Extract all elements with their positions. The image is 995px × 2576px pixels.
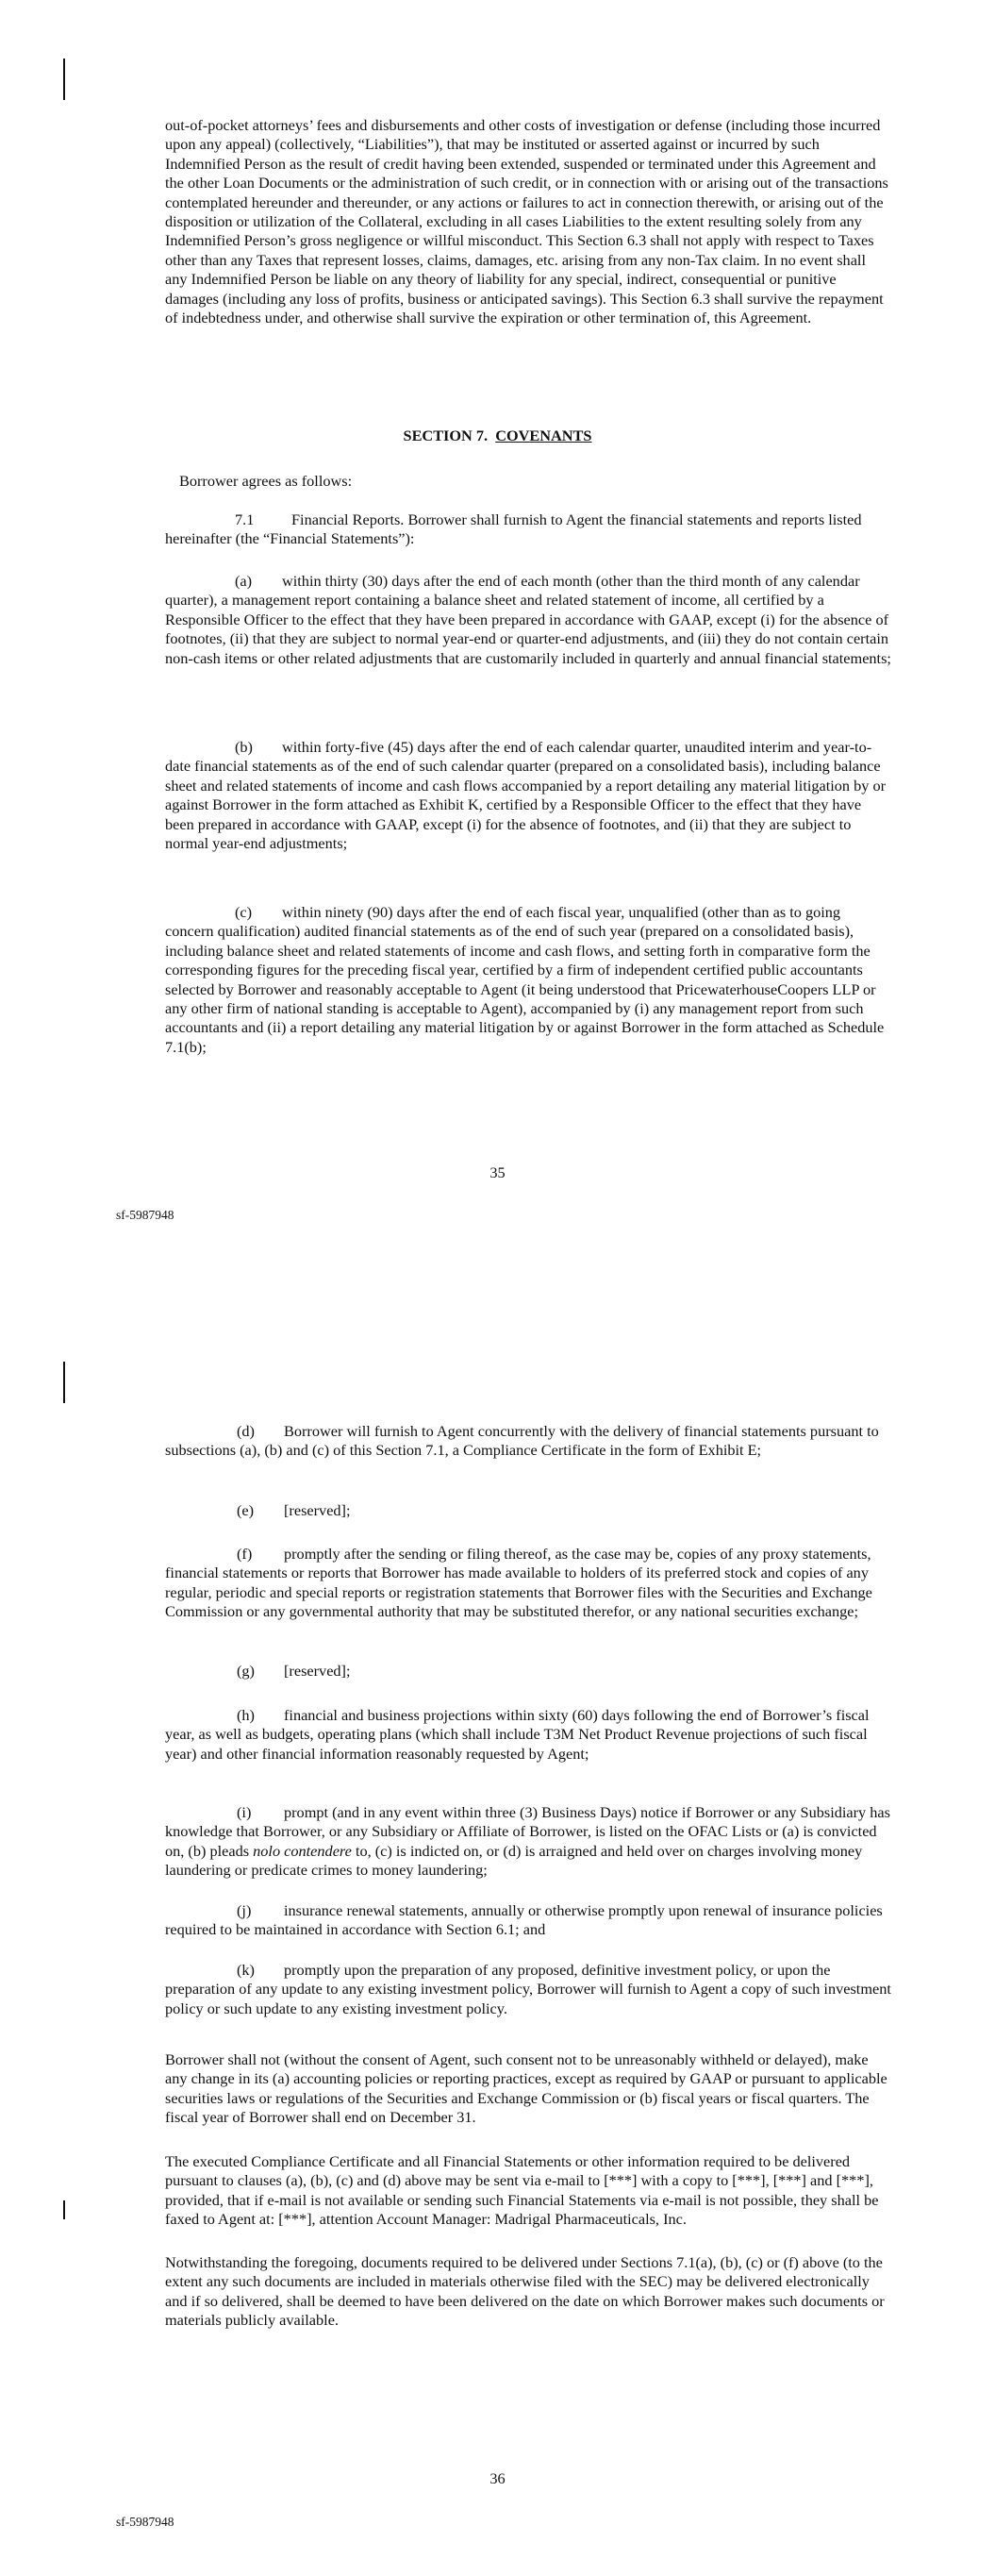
item-label: (b): [235, 738, 253, 756]
list-item-b: [165, 738, 891, 853]
page-number: 36: [489, 2469, 506, 2487]
item-label: (f): [237, 1545, 253, 1563]
item-text: promptly upon the preparation of any proposed, definitive investment policy, or upon the preparation of any update to any existing investment policy, Borrower will furnish to Agent a copy of such investment policy or such update to any existing investment policy.: [165, 1961, 891, 2017]
list-item-d: [165, 1422, 891, 1461]
list-item-e: [165, 1501, 891, 1520]
section-heading-title: COVENANTS: [495, 427, 592, 444]
subsection-7-1-number: 7.1: [235, 510, 255, 528]
section-heading-number: SECTION 7.: [403, 427, 489, 444]
item-text: within forty-five (45) days after the end of each calendar quarter, unaudited interim and year-to-date financial statements as of the end of such calendar quarter (prepared on a consolidated basis), including balance sheet and related statements of income and cash flows accompanied by a report detailing any material litigation by or against Borrower in the form attached as Exhibit K, certified by a Responsible Officer to the effect that they have been prepared in accordance with GAAP, except (i) for the absence of footnotes, and (ii) that they are subject to normal year-end adjustments;: [165, 738, 887, 853]
page-36: [0, 1288, 995, 2576]
revision-bar: [63, 2200, 65, 2219]
item-text: within thirty (30) days after the end of each month (other than the third month of any calendar quarter), a management report containing a balance sheet and related statement of income, all certified by a Responsible Officer to the effect that they have been prepared in accordance with GAAP, except (i) for the absence of footnotes, (ii) that they are subject to normal year-end or quarter-end adjustments, and (iii) they do not contain certain non-cash items or other related adjustments that are customarily included in quarterly and annual financial statements;: [165, 572, 891, 667]
subsection-7-1: [165, 510, 891, 549]
item-text: financial and business projections within sixty (60) days following the end of Borrower’s fiscal year, as well as budgets, operating plans (which shall include T3M Net Product Revenue projections of such fiscal year) and other financial information reasonably requested by Agent;: [165, 1706, 870, 1763]
footer-doc-id: sf-5987948: [116, 1208, 174, 1222]
item-label: (e): [237, 1501, 255, 1519]
item-label: (j): [237, 1901, 252, 1919]
opening-paragraph: out-of-pocket attorneys’ fees and disbursements and other costs of investigation or defense (including those incurred upon any appeal) (collectively, “Liabilities”), that may be instituted or asserted against or incurred by such Indemnified Person as the result of credit having been extended, suspended or terminated under this Agreement and the other Loan Documents or the administration of such credit, or in connection with or arising out of the transactions contemplated hereunder and thereunder, or any actions or failures to act in connection therewith, or arising out of the disposition or utilization of the Collateral, excluding in all cases Liabilities to the extent resulting solely from any Indemnified Person’s gross negligence or willful misconduct. This Section 6.3 shall not apply with respect to Taxes other than any Taxes that represent losses, claims, damages, etc. arising from any non-Tax claim. In no event shall any Indemnified Person be liable on any theory of liability for any special, indirect, consequential or punitive damages (including any loss of profits, business or anticipated savings). This Section 6.3 shall survive the repayment of indebtedness under, and otherwise shall survive the expiration or other termination of, this Agreement.: [165, 116, 888, 327]
list-item-j: [165, 1901, 891, 1940]
list-item-g: [165, 1662, 891, 1681]
item-label: (c): [235, 903, 253, 921]
revision-bar: [63, 1362, 65, 1403]
section-heading: [0, 427, 995, 445]
item-text-end: to, (c) is indicted on, or (d) is arraigned and held over on charges involving money laundering or predicate crimes to money laundering;: [165, 1841, 863, 1880]
revision-bar: [63, 59, 65, 100]
paragraph-no-change: Borrower shall not (without the consent of Agent, such consent not to be unreasonably withheld or delayed), make any change in its (a) accounting policies or reporting practices, except as required by GAAP or pursuant to applicable securities laws or regulations of the Securities and Exchange Commission or (b) fiscal years or fiscal quarters. The fiscal year of Borrower shall end on December 31.: [165, 2050, 887, 2127]
item-text: Borrower will furnish to Agent concurrently with the delivery of financial statements pursuant to subsections (a), (b) and (c) of this Section 7.1, a Compliance Certificate in the form of Exhibit E;: [165, 1422, 879, 1460]
item-text-italic: nolo contendere: [253, 1841, 352, 1860]
item-label: (k): [237, 1961, 255, 1979]
paragraph-notwithstanding: Notwithstanding the foregoing, documents required to be delivered under Sections 7.1(a), (b), (c) or (f) above (to the extent any such documents are included in materials otherwise filed with the SEC) may be delivered electronically and if so delivered, shall be deemed to have been delivered on the date on which Borrower makes such documents or materials publicly available.: [165, 2253, 885, 2330]
item-text: [reserved];: [284, 1501, 351, 1519]
list-item-k: [165, 1961, 891, 2018]
item-text: [reserved];: [284, 1662, 351, 1680]
agrees-text: Borrower agrees as follows:: [179, 472, 353, 490]
list-item-h: [165, 1706, 891, 1764]
item-label: (h): [237, 1706, 255, 1724]
item-label: (d): [237, 1422, 255, 1440]
list-item-f: [165, 1545, 891, 1622]
item-text: insurance renewal statements, annually or otherwise promptly upon renewal of insurance policies required to be maintained in accordance with Section 6.1; and: [165, 1901, 883, 1939]
list-item-i: [165, 1803, 891, 1881]
item-label: (a): [235, 572, 253, 590]
subsection-7-1-text: Financial Reports. Borrower shall furnish to Agent the financial statements and reports listed hereinafter (the “Financial Statements”):: [165, 510, 862, 548]
item-text: within ninety (90) days after the end of each fiscal year, unqualified (other than as to going concern qualification) audited financial statements as of the end of such year (prepared on a consolidated basis), including balance sheet and related statements of income and cash flows, and setting forth in comparative form the corresponding figures for the preceding fiscal year, certified by a firm of independent certified public accountants selected by Borrower and reasonably acceptable to Agent (it being understood that PricewaterhouseCoopers LLP or any other firm of national standing is acceptable to Agent), accompanied by (i) any management report from such accountants and (ii) a report detailing any material litigation by or against Borrower in the form attached as Schedule 7.1(b);: [165, 903, 885, 1056]
list-item-a: [165, 572, 891, 668]
item-label: (i): [237, 1803, 252, 1821]
item-text-start: prompt (and in any event within three (3) Business Days) notice if Borrower or any Subsidiary has knowledge that Borrower, or any Subsidiary or Affiliate of Borrower, is listed on the OFAC Lists or (a) is convicted on, (b) pleads: [165, 1803, 890, 1860]
page-number: 35: [489, 1163, 506, 1181]
paragraph-executed-certificate: The executed Compliance Certificate and all Financial Statements or other information required to be delivered pursuant to clauses (a), (b), (c) and (d) above may be sent via e-mail to [***] with a copy to [***], [***] and [***], provided, that if e-mail is not available or sending such Financial Statements via e-mail is not possible, they shall be faxed to Agent at: [***], attention Account Manager: Madrigal Pharmaceuticals, Inc.: [165, 2152, 879, 2229]
item-text: promptly after the sending or filing thereof, as the case may be, copies of any proxy statements, financial statements or reports that Borrower has made available to holders of its preferred stock and copies of any regular, periodic and special reports or registration statements that Borrower files with the Securities and Exchange Commission or any governmental authority that may be substituted therefor, or any national securities exchange;: [165, 1545, 872, 1621]
list-item-c: [165, 903, 891, 1057]
item-label: (g): [237, 1662, 255, 1680]
footer-doc-id: sf-5987948: [116, 2515, 174, 2529]
